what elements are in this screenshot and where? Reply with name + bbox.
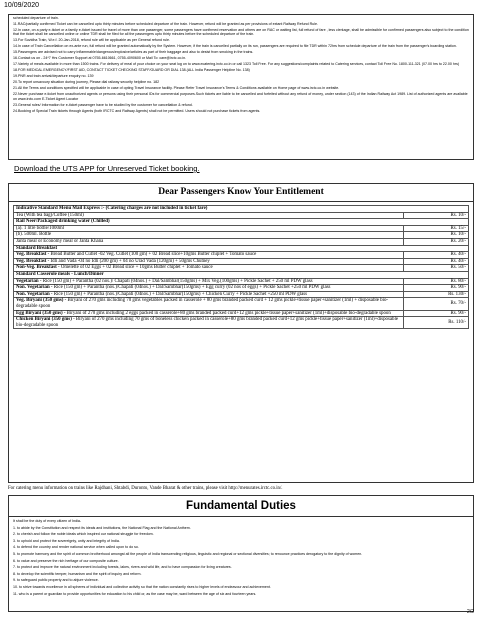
menu-item-desc [14, 310, 404, 317]
menu-item-price: Rs. 20/- [404, 238, 469, 245]
uts-app-link[interactable]: Download the UTS APP for Unreserved Ticket booking. [14, 164, 200, 173]
duty-item: 5. to promote harmony and the spirit of common brotherhood amongst all the people of India transcending religious, linguistic and regional or sectional diversities; to renounce practices derogatory to the dignity of women. [13, 551, 363, 556]
menu-item-desc [14, 317, 404, 329]
menu-section-title: Indicative Standard Menu Mail Express :- (Catering charges are not included in ticket fare) [14, 206, 469, 213]
catering-note: For catering menu information on trains like Rajdhani, Shtabdi, Duronto, Vande Bharat & other trains, please visit http://menurates.irctc.co.in/. [8, 486, 283, 491]
menu-item-price: Rs. 90/- [404, 285, 469, 292]
rule-line: 19.PNR and train arrival/departure enquiry no. 139 [13, 74, 94, 79]
menu-item-price: Rs. 70/- [404, 298, 469, 310]
menu-item-row [14, 285, 469, 292]
menu-item-text: - Rice (150 gm) + Parantha (nos.)/Chapati (04nos.) + Dal/Sambhar(150gms) + Chicken Curry + Pickle Sachet +250 ml PDW glass [49, 291, 308, 297]
menu-item-text: (b). 500ml. Bottle [16, 232, 52, 238]
menu-item-label: Non-Veg. Breakfast [16, 265, 57, 271]
rule-line: 20.To report unsavoury situation during journey, Please dial railway security helpline no. 182 [13, 80, 160, 85]
menu-item-label: Vegetarian [16, 278, 39, 284]
duty-item: 1. to abide by the Constitution and respect its ideals and institutions, the National Flag and the National Anthem. [13, 525, 191, 530]
menu-item-price: Rs. 110/- [404, 317, 469, 329]
menu-item-row [14, 291, 469, 298]
menu-section-title: Rail Neer/Packaged drinking water (Chilled) [14, 219, 469, 226]
rule-line: 17.Variety of meals available in more than 1500 trains. For delivery of meal of your choice on your seat log on to www.ecatering.irctc.co.in or call 1323 Toll Free. For any suggestions/complaints related to Catering services, contact Toll Free No. 1800-111-321 (07.00 hrs to 22.00 hrs) [13, 62, 460, 67]
menu-item-price: Rs. 40/- [404, 252, 469, 259]
duty-item: 9. to safeguard public property and to abjure violence. [13, 578, 99, 583]
entitlement-box [8, 183, 474, 483]
menu-item-desc [14, 225, 404, 232]
menu-item-desc [14, 252, 404, 259]
rule-line: 16.Contact us on - 24*7 Hrs Customer Support at 0755-6610661, 0755-4090600 or Mail To: care@irctc.co.in. [13, 56, 187, 61]
menu-item-desc [14, 285, 404, 292]
menu-section-title: Standard Breakfast [14, 245, 469, 252]
rule-line: 22.Never purchase e-ticket from unauthorized agents or persons using their personal IDs for commercial purposes.Such tickets are liable to be cancelled and forfeited without any refund of money, under section (143) of the Indian Railway Act 1989. List of authorized agents are available on www.irctc.com E-Ticket Agent Locator [13, 92, 468, 101]
menu-item-desc [14, 232, 404, 239]
rule-line: 24.Booking of Special Train tickets through Agents (both IRCTC and Railway Agents) shall not be permitted. Users should not purchase tickets from agents. [13, 108, 261, 113]
rule-line: 13.For Suvidha Train, W.e.f. 20-Jan-2018, refund rule will be applicable as per General refund rule. [13, 38, 171, 43]
menu-item-desc [14, 265, 404, 272]
menu-item-row [14, 298, 469, 310]
menu-item-desc [14, 291, 404, 298]
duties-title: Fundamental Duties [9, 496, 473, 517]
menu-item-price: Rs. 10/- [404, 232, 469, 239]
menu-item-text: - Rice (150 gm) + Parantha (02 nos.)/ Chapati (04nos.) + Dal/Sambhar(150gms) + Mix Veg.(100gms) + Pickle Sachet + 250 ml PDW glass [38, 278, 313, 284]
menu-item-price: Rs. 10/- [404, 212, 469, 219]
menu-item-row [14, 310, 469, 317]
menu-item-text: - Idli and Vada -04 no Idli (200 gm) + 04 no Urad Vada (120gm) + 50gms Chutney [46, 258, 210, 264]
menu-item-label: Chicken Biryani (350 gms) [16, 317, 72, 323]
menu-item-label: Non. Vegetarian [16, 291, 50, 297]
menu-item-text: - Biryani of 270 gms including 70 gms of boneless chicken packed in casserole+80 gms branded packed curd+12 gms pickle+tissue paper+sanitizer (1ml)+disposable bio-degradable spoon [16, 317, 399, 328]
menu-item-label: Veg. Breakfast [16, 252, 47, 258]
menu-item-label: Veg. Breakfast [16, 258, 47, 264]
menu-item-text: - Rice (150 gm) + Parantha (nos.)/Chapati (04nos.) + Dal/Sambhar(150gms) + Egg curry (02 nos of eggs) + Pickle Sachet +250 ml PDW glass [49, 285, 331, 291]
rule-line: 23.General rules/ Information for e-ticket passenger have to be studied by the customer for cancellation & refund. [13, 102, 193, 107]
menu-table [13, 205, 469, 329]
menu-item-desc [14, 212, 404, 219]
menu-item-row [14, 225, 469, 232]
entitlement-title: Dear Passengers Know Your Entitlement [9, 184, 473, 202]
menu-item-price: Rs. 15/- [404, 225, 469, 232]
menu-item-text: - Omelette of 02 Eggs + 02 Bread slice + 10gms Butter chiplet + Tomato sauce [56, 265, 213, 271]
menu-item-desc [14, 298, 404, 310]
rule-line: scheduled departure of train. [13, 16, 59, 20]
menu-item-price: Rs. 40/- [404, 258, 469, 265]
menu-item-row [14, 258, 469, 265]
menu-item-text: - Bread Butter and Cutlet -02 Veg. Cutlet (100 gm) + 02 Bread slice+10gms Butter chiplet + Tomato sauce [46, 252, 257, 258]
duties-body [9, 517, 473, 600]
rule-line: 11.RAC/partially confirmed Ticket can be cancelled upto thirty minutes before scheduled departure of the train. However, refund will be granted as per provisions of extant Railway Refund Rule. [13, 22, 318, 26]
menu-item-row [14, 278, 469, 285]
rule-line: 21.All the Terms and conditions specified will be applicable in case of opting Travel Insurance facility. Please Refer Travel Insurance's Terms & Conditions available on Home page of www.irctc.co.in website. [13, 86, 340, 91]
rule-line: 12.In case, on a party e-ticket or a family e-ticket issued for travel of more than one passenger, some passengers have confirmed reservation and others are on RAC or waiting list, full refund of fare , less clerkage, shall be admissible for confirmed passengers also subject to the condition that the ticket shall be cancelled online or online TDR shall be filed for all the passengers upto thirty minutes before the scheduled departure of the train. [13, 28, 469, 37]
menu-section-row [14, 245, 469, 252]
page-number: 2/2 [467, 609, 474, 615]
menu-item-price: Rs. 80/- [404, 278, 469, 285]
rule-line: 18.FOR MEDICAL EMERGENCY/FIRST AID, CONTACT TICKET CHECKING STAFF/GUARD OR DIAL 138.(ALL India Passenger Helpline No. 138) [13, 68, 250, 73]
duty-item: 8. to develop the scientific temper, humanism and the spirit of inquiry and reform. [13, 571, 142, 576]
rules-box [8, 14, 474, 160]
menu-section-row [14, 219, 469, 226]
menu-item-text: Tea (With tea bag)/Coffee (150ml) [16, 212, 84, 218]
menu-item-row [14, 212, 469, 219]
duty-item: 4. to defend the country and render national service when called upon to do so. [13, 545, 139, 550]
menu-section-title: Standard Casserole meals - Lunch/Dinner [14, 271, 469, 278]
menu-item-row [14, 252, 469, 259]
menu-section-row [14, 206, 469, 213]
duty-item: 6. to value and preserve the rich heritage of our composite culture. [13, 558, 119, 563]
duty-item: 10. to strive towards excellence in all spheres of individual and collective activity so that the nation constantly rises to higher levels of endeavour and achievement. [13, 584, 271, 589]
duty-item: 2. to cherish and follow the noble ideals which inspired our national struggle for freedom. [13, 532, 154, 537]
menu-section-row [14, 271, 469, 278]
menu-item-text: - Biryani of 270 gms including 2 eggs packed in casserole+80 gms branded packed curd+12 gms pickle+tissue paper+sanitizer (1ml)+disposable bio-degradable spoon [62, 310, 391, 316]
rule-line: 15.Passengers are advised not to carry inflammable/dangerous/explosive/articles as part of their baggage and also to desist from smoking in the trains. [13, 50, 254, 55]
menu-item-text: - Biryani of 270 gms including 70 gms vegetables packed in casserole + 80 gms branded packed curd + 12 gms pickle+tissue paper+sanitizer (1ml) + disposable bio-degradable spoon [16, 298, 389, 309]
menu-item-label: Egg Biryani (350 gms) [16, 310, 63, 316]
menu-item-row [14, 238, 469, 245]
menu-item-label: Veg. Biryani (350 gms) [16, 298, 64, 304]
duty-item: 11. who is a parent or guardian to provide opportunities for education to his child or, as the case may be, ward between the age of six and fourteen years. [13, 591, 257, 596]
menu-item-desc [14, 258, 404, 265]
menu-item-row [14, 232, 469, 239]
menu-item-price: Rs. 90/- [404, 310, 469, 317]
menu-item-price: Rs. 50/- [404, 265, 469, 272]
menu-item-text: (a). 1 litre bottle/1000ml [16, 225, 65, 231]
menu-item-desc [14, 278, 404, 285]
menu-item-row [14, 317, 469, 329]
duty-item: 3. to uphold and protect the sovereignty, unity and integrity of India. [13, 538, 120, 543]
menu-item-desc [14, 238, 404, 245]
menu-item-text: Janta meal or Economy meal or Janta Khana [16, 238, 104, 244]
menu-item-label: Non. Vegetarian [16, 285, 50, 291]
rule-line: 14.In case of Train Cancellation on ex-ante run, full refund will be granted automatically by the System. However, if the train is cancelled partially on its run, passengers are required to file TDR within 72hrs from schedule departure of the train from the passenger's boarding station. [13, 44, 457, 49]
print-date: 10/09/2020 [4, 2, 40, 9]
fundamental-duties-box [8, 495, 474, 612]
duties-intro: It shall be the duty of every citizen of India- [13, 519, 82, 523]
menu-item-price: Rs. 130/- [404, 291, 469, 298]
duty-item: 7. to protect and improve the natural environment including forests, lakes, rivers and wild life, and to have compassion for living creatures. [13, 565, 232, 570]
menu-item-row [14, 265, 469, 272]
